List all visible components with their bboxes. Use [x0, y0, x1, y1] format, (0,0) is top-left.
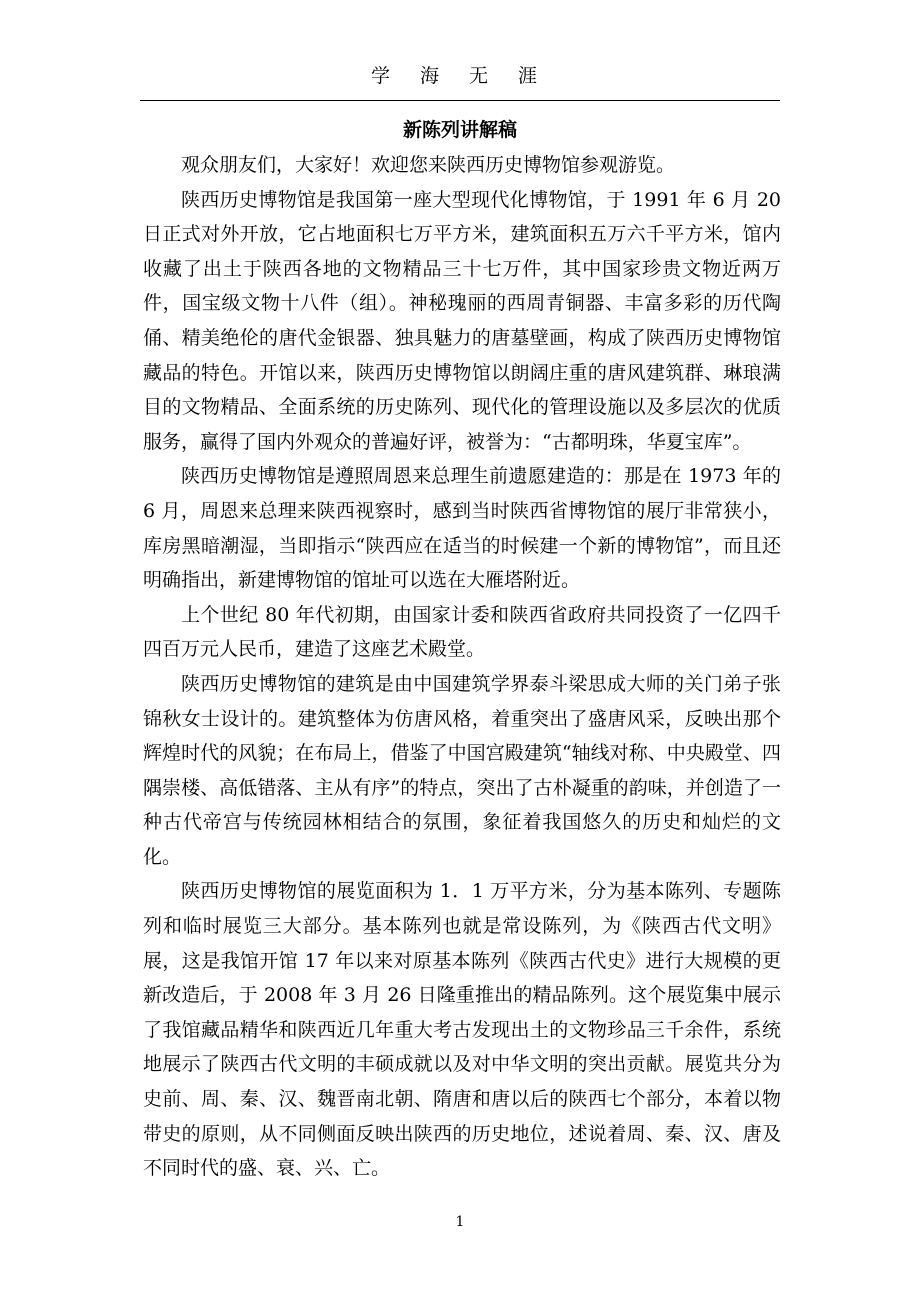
paragraph-founding-history: 陕西历史博物馆是遵照周恩来总理生前遗愿建造的：那是在 1973 年的 6 月，周恩来总理来陕西视察时，感到当时陕西省博物馆的展厅非常狭小，库房黑暗潮湿，当即指示“陕西应在适当的时候建一个新的博物馆”，而且还明确指出，新建博物馆的馆址可以选在大雁塔附近。 — [143, 465, 781, 592]
paragraph-greeting: 观众朋友们，大家好！欢迎您来陕西历史博物馆参观游览。 — [181, 154, 676, 176]
document-body — [143, 148, 781, 1186]
running-head: 学 海 无 涯 — [370, 65, 550, 87]
page-number: 1 — [455, 1214, 465, 1230]
paragraph-museum-overview: 陕西历史博物馆是我国第一座大型现代化博物馆，于 1991 年 6 月 20 日正式对外开放，它占地面积七万平方米，建筑面积五万六千平方米，馆内收藏了出土于陕西各地的文物精品三十七万件，其中国家珍贵文物近两万件，国宝级文物十八件（组）。神秘瑰丽的西周青铜器、丰富多彩的历代陶俑、精美绝伦的唐代金银器、独具魅力的唐墓壁画，构成了陕西历史博物馆藏品的特色。开馆以来，陕西历史博物馆以朗阔庄重的唐风建筑群、琳琅满目的文物精品、全面系统的历史陈列、现代化的管理设施以及多层次的优质服务，赢得了国内外观众的普遍好评，被誉为：“古都明珠，华夏宝库”。 — [143, 188, 781, 453]
paragraph-exhibitions: 陕西历史博物馆的展览面积为 1．1 万平方米，分为基本陈列、专题陈列和临时展览三大部分。基本陈列也就是常设陈列，为《陕西古代文明》展，这是我馆开馆 17 年以来对原基本陈列《陕西古代史》进行大规模的更新改造后，于 2008 年 3 月 26 日隆重推出的精品陈列。这个展览集中展示了我馆藏品精华和陕西近几年重大考古发现出土的文物珍品三千余件，系统地展示了陕西古代文明的丰硕成就以及对中华文明的突出贡献。展览共分为史前、周、秦、汉、魏晋南北朝、隋唐和唐以后的陕西七个部分，本着以物带史的原则，从不同侧面反映出陕西的历史地位，述说着周、秦、汉、唐及不同时代的盛、衰、兴、亡。 — [143, 880, 781, 1180]
paragraph-architecture: 陕西历史博物馆的建筑是由中国建筑学界泰斗梁思成大师的关门弟子张锦秋女士设计的。建筑整体为仿唐风格，着重突出了盛唐风采，反映出那个辉煌时代的风貌；在布局上，借鉴了中国宫殿建筑“轴线对称、中央殿堂、四隅崇楼、高低错落、主从有序”的特点，突出了古朴凝重的韵味，并创造了一种古代帝宫与传统园林相结合的氛围，象征着我国悠久的历史和灿烂的文化。 — [143, 672, 781, 868]
document-title: 新陈列讲解稿 — [402, 119, 517, 141]
header-rule — [140, 100, 780, 101]
paragraph-construction-funding: 上个世纪 80 年代初期，由国家计委和陕西省政府共同投资了一亿四千四百万元人民币，建造了这座艺术殿堂。 — [143, 603, 781, 661]
